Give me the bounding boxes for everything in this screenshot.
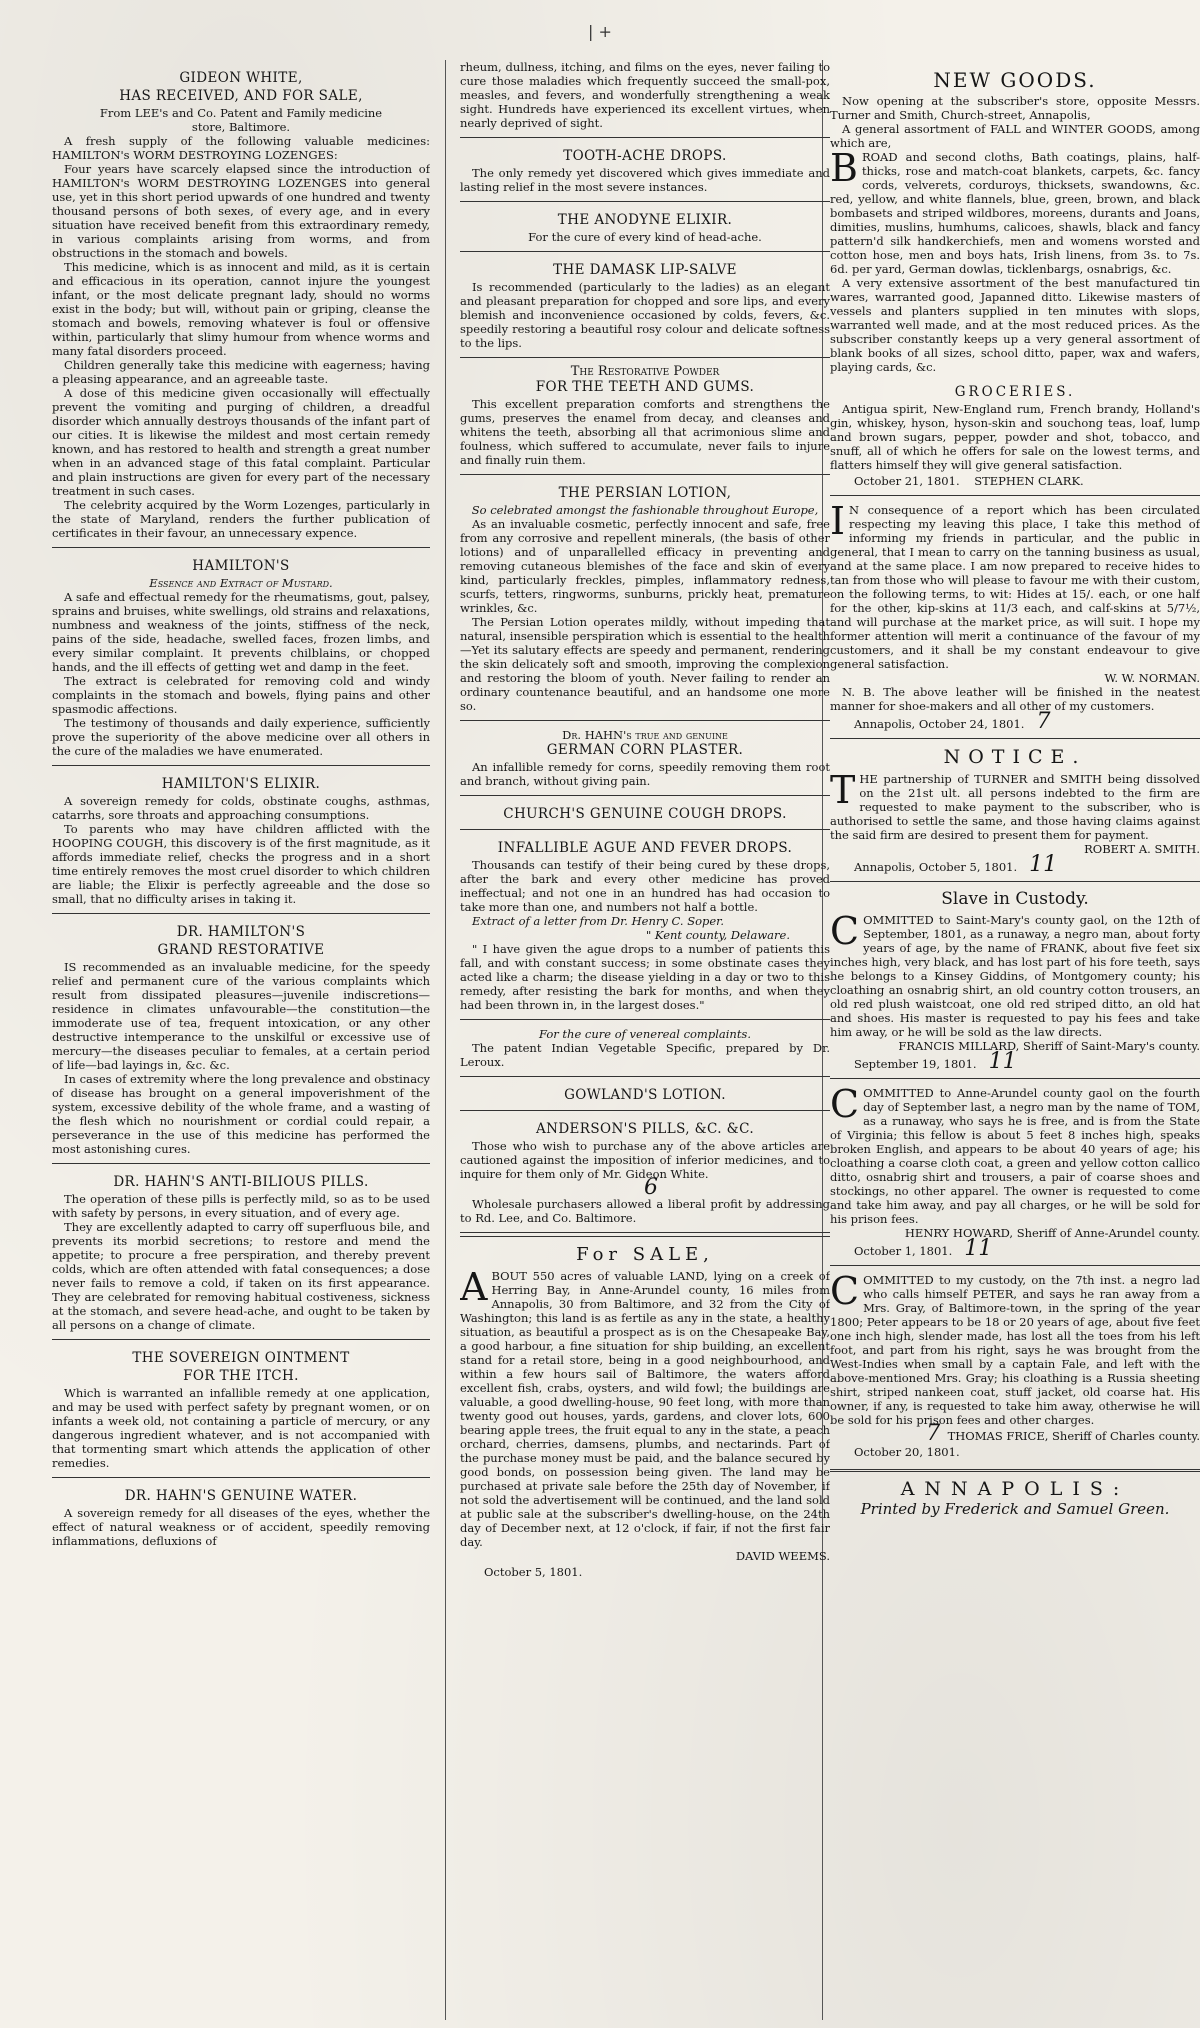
toothache-advert [460,148,830,194]
advert-title: Dr. HAHN's true and genuine [562,728,728,742]
divider [460,474,830,475]
paragraph: This medicine, which is as innocent and mild, as it is certain and efficacious in its operation, cannot injure the youngest infant, or the most delicate pregnant lady, should no worms exist in the body; but will, without pain or griping, cleanse the stomach and bowels, removing whatever is foul or offensive within, particularly that slimy humour from whence worms and many fatal disorders proceed. [52,260,430,358]
divider [460,1019,830,1020]
divider [460,1076,830,1077]
advert-title: DR. HAHN'S ANTI-BILIOUS PILLS. [113,1174,369,1190]
anodyne-advert [460,212,830,244]
advert-subtitle: FOR THE TEETH AND GUMS. [535,379,755,395]
paragraph: " I have given the ague drops to a number of patients this fall, and with constant success; in some obstinate cases they acted like a charm; the disease yielding in a day or two to this remedy, after resisting the bark for months, and when they had been thrown in, in the largest doses." [460,942,830,1012]
persian-advert [460,485,830,713]
drop-cap: B [830,146,858,190]
restorative-advert [52,924,430,1156]
cornplaster-advert [460,728,830,788]
divider [460,1110,830,1111]
paragraph: COMMITTED to my custody, on the 7th inst. a negro lad who calls himself PETER, and says he ran away from a Mrs. Gray, of Baltimore-town, in the spring of the year 1800; Peter appears to be 18 or 20 years of age, about five feet one inch high, slender made, has lost all the toes from his left foot, and part from his right, says he was brought from the West-Indies when small by a captain Fale, and left with the above-mentioned Mrs. Gray; his cloathing is a Russia sheeting shirt, striped nankeen coat, stuff jacket, old coarse hat. His owner, if any, is requested to take him away, otherwise he will be sold for his prison fees and other charges. [830,1269,1200,1427]
advert-subtitle: GRAND RESTORATIVE [157,942,325,958]
paragraph: A safe and effectual remedy for the rheumatisms, gout, palsey, sprains and bruises, white swellings, old strains and relaxations, numbness and weakness of the joints, stiffness of the neck, pains of the side, headache, swelled faces, frozen limbs, and every similar complaint. It prevents chilblains, or chopped hands, and the ill effects of getting wet and damp in the feet. [52,590,430,674]
paragraph: The extract is celebrated for removing cold and windy complaints in the stomach and bowels, flying pains and other spasmodic affections. [52,674,430,716]
letter-extract: Extract of a letter from Dr. Henry C. Soper. [472,914,725,928]
dateline: September 19, 1801. 11 [854,1049,1017,1074]
paragraph: I N consequence of a report which has been circulated respecting my leaving this place, I take this method of informing my friends in particular, and the public in general, that I mean to carry on the tanning business as usual, and at the same place. I am now prepared to receive hides to tan from those who will please to favour me with their custom, on the following terms, to wit: Hides at 15/. each, or one half for the other, kip-skins at 11/3 each, and calf-skins at 5/7½, and will purchase at the market price, as will suit. I hope my former attention will merit a continuance of the favour of my customers, and it shall be my constant endeavour to give general satisfaction. [830,499,1200,671]
paragraph: The operation of these pills is perfectly mild, so as to be used with safety by persons, in every situation, and of every age. [52,1192,430,1220]
imprint-place: ANNAPOLIS: [900,1478,1130,1500]
notice-advert [830,746,1200,877]
powder-advert [460,365,830,467]
divider [830,881,1200,882]
advert-title: CHURCH'S GENUINE COUGH DROPS. [503,806,787,822]
advert-title: GOWLAND'S LOTION. [564,1087,726,1103]
advert-title: DR. HAHN'S GENUINE WATER. [124,1488,358,1504]
lipsalve-advert [460,262,830,350]
paragraph: COMMITTED to Anne-Arundel county gaol on the fourth day of September last, a negro man by the name of TOM, as a runaway, who says he is free, and is from the State of Virginia; this fellow is about 5 feet 8 inches high, speaks broken English, and appears to be about 40 years of age; his cloathing a coarse cloth coat, a green and yellow cotton callico ditto, osnabrig shirt and trousers, a pair of coarse shoes and stockings, no other apparel. The owner is requested to come and take him away, and pay all charges, or he will be sold for his prison fees. [830,1082,1200,1226]
paragraph: Now opening at the subscriber's store, opposite Messrs. Turner and Smith, Church-street, Annapolis, [830,94,1200,122]
divider [460,795,830,796]
advert-title: HAMILTON'S [192,558,290,574]
paragraph: A very extensive assortment of the best manufactured tin wares, warranted good, Japanned ditto. Likewise masters of vessels and planters supplied in ten minutes with slops, warranted well made, and at the most reduced prices. As the subscriber constantly keeps up a very general assortment of blank books of all sizes, school ditto, paper, wax and wafers, playing cards, &c. [830,276,1200,374]
advert-subtitle: HAS RECEIVED, AND FOR SALE, [119,88,363,104]
ague-advert [460,840,830,1012]
divider [52,913,430,914]
divider [460,201,830,202]
paragraph: The only remedy yet discovered which gives immediate and lasting relief in the most severe instances. [460,166,830,194]
drop-cap: C [830,909,860,953]
handwritten-mark: 11 [1029,852,1058,877]
paragraph: As an invaluable cosmetic, perfectly innocent and safe, free from any corrosive and repellent minerals, (the basis of other lotions) and of unparallelled efficacy in preventing and removing cutaneous blemishes of the face and skin of every kind, particularly freckles, pimples, inflammatory redness, scurfs, tetters, ringworms, sunburns, prickly heat, premature wrinkles, &c. [460,517,830,615]
signature: ROBERT A. SMITH. [1084,842,1200,856]
paragraph: To parents who may have children afflicted with the HOOPING COUGH, this discovery is of the first magnitude, as it affords immediate relief, checks the progress and in a short time entirely removes the most cruel disorder to which children are liable; the Elixir is perfectly agreeable and the dose so small, that no difficulty arises in taking it. [52,822,430,906]
column-2 [460,60,830,2020]
advert-subtitle: For the cure of every kind of head-ache. [528,230,762,244]
cough-advert [460,806,830,822]
paragraph: The patent Indian Vegetable Specific, prepared by Dr. Leroux. [460,1041,830,1069]
advert-title: ANDERSON'S PILLS, &C. &C. [535,1121,755,1137]
paragraph: COMMITTED to Saint-Mary's county gaol, on the 12th of September, 1801, as a runaway, a negro man, about forty years of age, by the name of FRANK, about five feet six inches high, very black, and has lost part of his fore teeth, says he belongs to a Kinsey Giddins, of Montgomery county; his cloathing an osnabrig shirt, an old country cotton trousers, an old red plush waistcoat, one old red striped ditto, an old hat and shoes. His master is requested to pay his fees and take him away, or he will be sold as the law directs. [830,909,1200,1039]
handwritten-mark: 6 [644,1175,658,1200]
advert-title: GIDEON WHITE, [179,70,303,86]
advert-title: DR. HAMILTON'S [176,924,306,940]
water-advert [52,1488,430,1548]
imprint-printers: Printed by Frederick and Samuel Green. [860,1500,1170,1518]
signature: FRANCIS MILLARD, Sheriff of Saint-Mary's county. [898,1039,1200,1053]
paragraph: BROAD and second cloths, Bath coatings, plains, half-thicks, rose and match-coat blankets, carpets, &c. fancy cords, velverets, corduroys, thicksets, swandowns, &c. red, yellow, and white flannels, blue, green, brown, and black bombasets and striped wildbores, moreens, durants and Joans, dimities, muslins, humhums, calicoes, shawls, black and fancy pattern'd silk handkerchiefs, men and womens worsted and cotton hose, men and boys hats, Irish linens, from 3s. to 7s. 6d. per yard, German dowlas, ticklenbargs, osnabrigs, &c. [830,146,1200,276]
anderson-advert [460,1121,830,1225]
advert-title: The Restorative Powder [570,364,720,379]
divider [460,251,830,252]
divider [52,1163,430,1164]
signature: HENRY HOWARD, Sheriff of Anne-Arundel county. [904,1226,1200,1240]
drop-cap: C [830,1269,860,1313]
advert-from: From LEE's and Co. Patent and Family medicine [99,106,383,120]
drop-cap: I [830,499,846,543]
paragraph: Children generally take this medicine with eagerness; having a pleasing appearance, and an agreeable taste. [52,358,430,386]
essence-advert [52,558,430,758]
advert-title: HAMILTON'S ELIXIR. [161,776,321,792]
divider [830,1078,1200,1079]
paragraph: THE partnership of TURNER and SMITH being dissolved on the 21st ult. all persons indebted to the firm are requested to make payment to the subscriber, who is authorised to settle the same, and those having claims against the said firm are desired to present them for payment. [830,768,1200,842]
norman-advert [830,499,1200,734]
dateline: October 1, 1801. 11 [854,1236,993,1261]
advert-title: For the cure of venereal complaints. [539,1027,751,1041]
divider [52,547,430,548]
divider [460,1232,830,1237]
paragraph: A dose of this medicine given occasionally will effectually prevent the vomiting and purging of children, a dreadful disorder which annually destroys thousands of the infant part of our cities. It is likewise the mildest and most certain remedy known, and has restored to health and strength a great number when in an advanced stage of this fatal complaint. Particular and plain instructions are given for every part of the necessary treatment in such cases. [52,386,430,498]
paragraph: A fresh supply of the following valuable medicines: HAMILTON's WORM DESTROYING LOZENGES: [52,134,430,162]
signature: W. W. NORMAN. [1104,671,1200,685]
advert-title: THE DAMASK LIP-SALVE [553,262,737,278]
advert-subtitle: FOR THE ITCH. [183,1368,299,1384]
new-goods-advert [830,68,1200,488]
page-marks: | + [588,22,612,41]
dateline: October 21, 1801. STEPHEN CLARK. [854,474,1084,488]
paragraph: Thousands can testify of their being cured by these drops, after the bark and every other medicine has proved ineffectual; and not one in an hundred has had occasion to take more than one, and numbers not half a bottle. [460,858,830,914]
paragraph: rheum, dullness, itching, and films on the eyes, never failing to cure those maladies which frequently succeed the small-pox, measles, and fevers, and wonderfully strengthening a weak sight. Hundreds have experienced its excellent virtues, when nearly deprived of sight. [460,60,830,130]
forsale-advert [460,1244,830,1579]
divider [460,357,830,358]
paragraph: Those who wish to purchase any of the above articles are cautioned against the imposition of inferior medicines, and to inquire for them only of Mr. Gideon White. [460,1139,830,1181]
antibilious-advert [52,1174,430,1332]
divider [460,137,830,138]
divider [460,829,830,830]
handwritten-mark: 7 [1036,709,1051,734]
advert-title: TOOTH-ACHE DROPS. [563,148,727,164]
paragraph: The testimony of thousands and daily experience, sufficiently prove the superiority of the above medicine over all others in the cure of the maladies we have enumerated. [52,716,430,758]
advert-subtitle: So celebrated amongst the fashionable throughout Europe, [471,503,819,517]
paragraph: A sovereign remedy for all diseases of the eyes, whether the effect of natural weakness or of accident, speedily removing inflammations, defluxions of [52,1506,430,1548]
paragraph: N. B. The above leather will be finished in the neatest manner for shoe-makers and all other of my customers. [830,685,1200,713]
paragraph: They are excellently adapted to carry off superfluous bile, and prevents its morbid secretions; to restore and mend the appetite; to procure a free perspiration, and thereby prevent colds, which are often attended with fatal consequences; a dose never fails to remove a cold, if taken on its first appearance. They are celebrated for removing habitual costiveness, sickness at the stomach, and severe head-ache, and ought to be taken by all persons on a change of climate. [52,1220,430,1332]
paragraph: ABOUT 550 acres of valuable LAND, lying on a creek of Herring Bay, in Anne-Arundel county, 16 miles from Annapolis, 30 from Baltimore, and 32 from the City of Washington; this land is as fertile as any in the state, a healthy situation, as beautiful a prospect as is on the Chesapeake Bay, a good harbour, a fine situation for ship building, an excellent stand for a retail store, being in a good neighbourhood, and within a few hours sail of Baltimore, the waters afford excellent fish, crabs, oysters, and wild fowl; the buildings are valuable, a good dwelling-house, 90 feet long, with more than twenty good out houses, yards, gardens, and clover lots, 600 bearing apple trees, the fruit equal to any in the state, a peach orchard, cherries, damsens, plumbs, and nectarinds. Part of the purchase money must be paid, and the balance secured by good bonds, on possession being given. The land may be purchased at private sale before the 25th day of November, if not sold the advertisement will be continued, and the land sold at public sale at the subscriber's dwelling-house, on the 24th day of December next, at 12 o'clock, if fair, if not the first fair day. [460,1265,830,1549]
advert-store: store, Baltimore. [191,120,291,134]
elixir-advert [52,776,430,906]
drop-cap: A [460,1265,488,1309]
paragraph: A general assortment of FALL and WINTER GOODS, among which are, [830,122,1200,150]
advert-subtitle: GERMAN CORN PLASTER. [546,742,744,758]
dateline: Annapolis, October 24, 1801. 7 [854,709,1051,734]
column-3 [830,60,1200,2020]
dateline: Annapolis, October 5, 1801. 11 [854,852,1058,877]
divider [52,1477,430,1478]
signature: 7 THOMAS FRICE, Sheriff of Charles county. [926,1421,1200,1446]
advert-title: INFALLIBLE AGUE AND FEVER DROPS. [497,840,793,856]
paragraph: Antigua spirit, New-England rum, French brandy, Holland's gin, whiskey, hyson, hyson-skin and souchong teas, loaf, lump and brown sugars, pepper, powder and shot, tobacco, and snuff, all of which he offers for sale on the lowest terms, and flatters himself they will give general satisfaction. [830,402,1200,472]
handwritten-mark: 7 [926,1421,941,1446]
advert-subtitle: Essence and Extract of Mustard. [149,576,333,590]
handwritten-mark: 11 [988,1049,1017,1074]
divider [52,1339,430,1340]
venereal-advert [460,1027,830,1069]
slave-custody-advert [830,889,1200,1459]
divider [830,738,1200,739]
column-rule-1 [445,60,446,2020]
paragraph: Is recommended (particularly to the ladies) as an elegant and pleasant preparation for chopped and sore lips, and every blemish and inconvenience occasioned by colds, fevers, &c. speedily restoring a beautiful rosy colour and delicate softness to the lips. [460,280,830,350]
drop-cap: T [830,768,856,812]
dateline: October 20, 1801. [854,1445,960,1459]
advert-title: For SALE, [576,1244,714,1265]
paragraph: Four years have scarcely elapsed since the introduction of HAMILTON's WORM DESTROYING LOZENGES into general use, yet in this short period upwards of one hundred and twenty thousand persons of both sexes, of every age, and in every situation have received benefit from this extraordinary remedy, in various complaints arising from worms, and from obstructions in the stomach and bowels. [52,162,430,260]
advert-title: Slave in Custody. [941,889,1089,909]
paragraph: The Persian Lotion operates mildly, without impeding that natural, insensible perspiration which is essential to the health—Yet its salutary effects are speedy and permanent, rendering the skin delicately soft and smooth, improving the complexion and restoring the bloom of youth. Never failing to render an ordinary countenance beautiful, and an handsome one more so. [460,615,830,713]
signature: DAVID WEEMS. [735,1549,830,1563]
advert-title: NOTICE. [943,746,1087,768]
divider [460,720,830,721]
ointment-advert [52,1350,430,1470]
advert-title: THE SOVEREIGN OINTMENT [132,1350,350,1366]
paragraph: In cases of extremity where the long prevalence and obstinacy of disease has brought on a general impoverishment of the system, excessive debility of the whole frame, and a wasting of the flesh which no nourishment or cordial could repair, a perseverance in the use of this medicine has performed the most astonishing cures. [52,1072,430,1156]
dateline: October 5, 1801. [484,1565,583,1579]
paragraph: A sovereign remedy for colds, obstinate coughs, asthmas, catarrhs, sore throats and approaching consumptions. [52,794,430,822]
gowland-advert [460,1087,830,1103]
drop-cap: C [830,1082,860,1126]
column-1 [52,60,430,2020]
groceries-heading: GROCERIES. [954,384,1076,400]
paragraph: The celebrity acquired by the Worm Lozenges, particularly in the state of Maryland, renders the further publication of certificates in their favour, an unnecessary expence. [52,498,430,540]
advert-title: THE PERSIAN LOTION, [558,485,732,501]
paragraph: This excellent preparation comforts and strengthens the gums, preserves the enamel from decay, and cleanses and whitens the teeth, absorbing all that acrimonious slime and foulness, which suffered to accumulate, never fails to injure and finally ruin them. [460,397,830,467]
paragraph: IS recommended as an invaluable medicine, for the speedy relief and permanent cure of the various complaints which result from dissipated pleasures—juvenile indiscretions—residence in climates unfavourable—the constitution—the immoderate use of tea, frequent intoxication, or any other destructive intemperance to the unskilful or excessive use of mercury—the diseases peculiar to females, at a certain period of life—bad layings in, &c. &c. [52,960,430,1072]
divider [830,1265,1200,1266]
paragraph: Which is warranted an infallible remedy at one application, and may be used with perfect safety by pregnant women, or on infants a week old, not containing a particle of mercury, or any dangerous ingredient whatever, and is not accompanied with that tormenting smart which attends the application of other remedies. [52,1386,430,1470]
handwritten-mark: 11 [964,1236,993,1261]
divider [830,495,1200,496]
advert-title: NEW GOODS. [933,68,1097,92]
paragraph: An infallible remedy for corns, speedily removing them root and branch, without giving pain. [460,760,830,788]
advert-title: THE ANODYNE ELIXIR. [557,212,733,228]
imprint [830,1469,1200,1518]
divider [52,765,430,766]
gideon-white-advert [52,70,430,540]
paragraph: Wholesale purchasers allowed a liberal profit by addressing to Rd. Lee, and Co. Baltimore. [460,1197,830,1225]
letter-place: " Kent county, Delaware. [645,928,790,942]
